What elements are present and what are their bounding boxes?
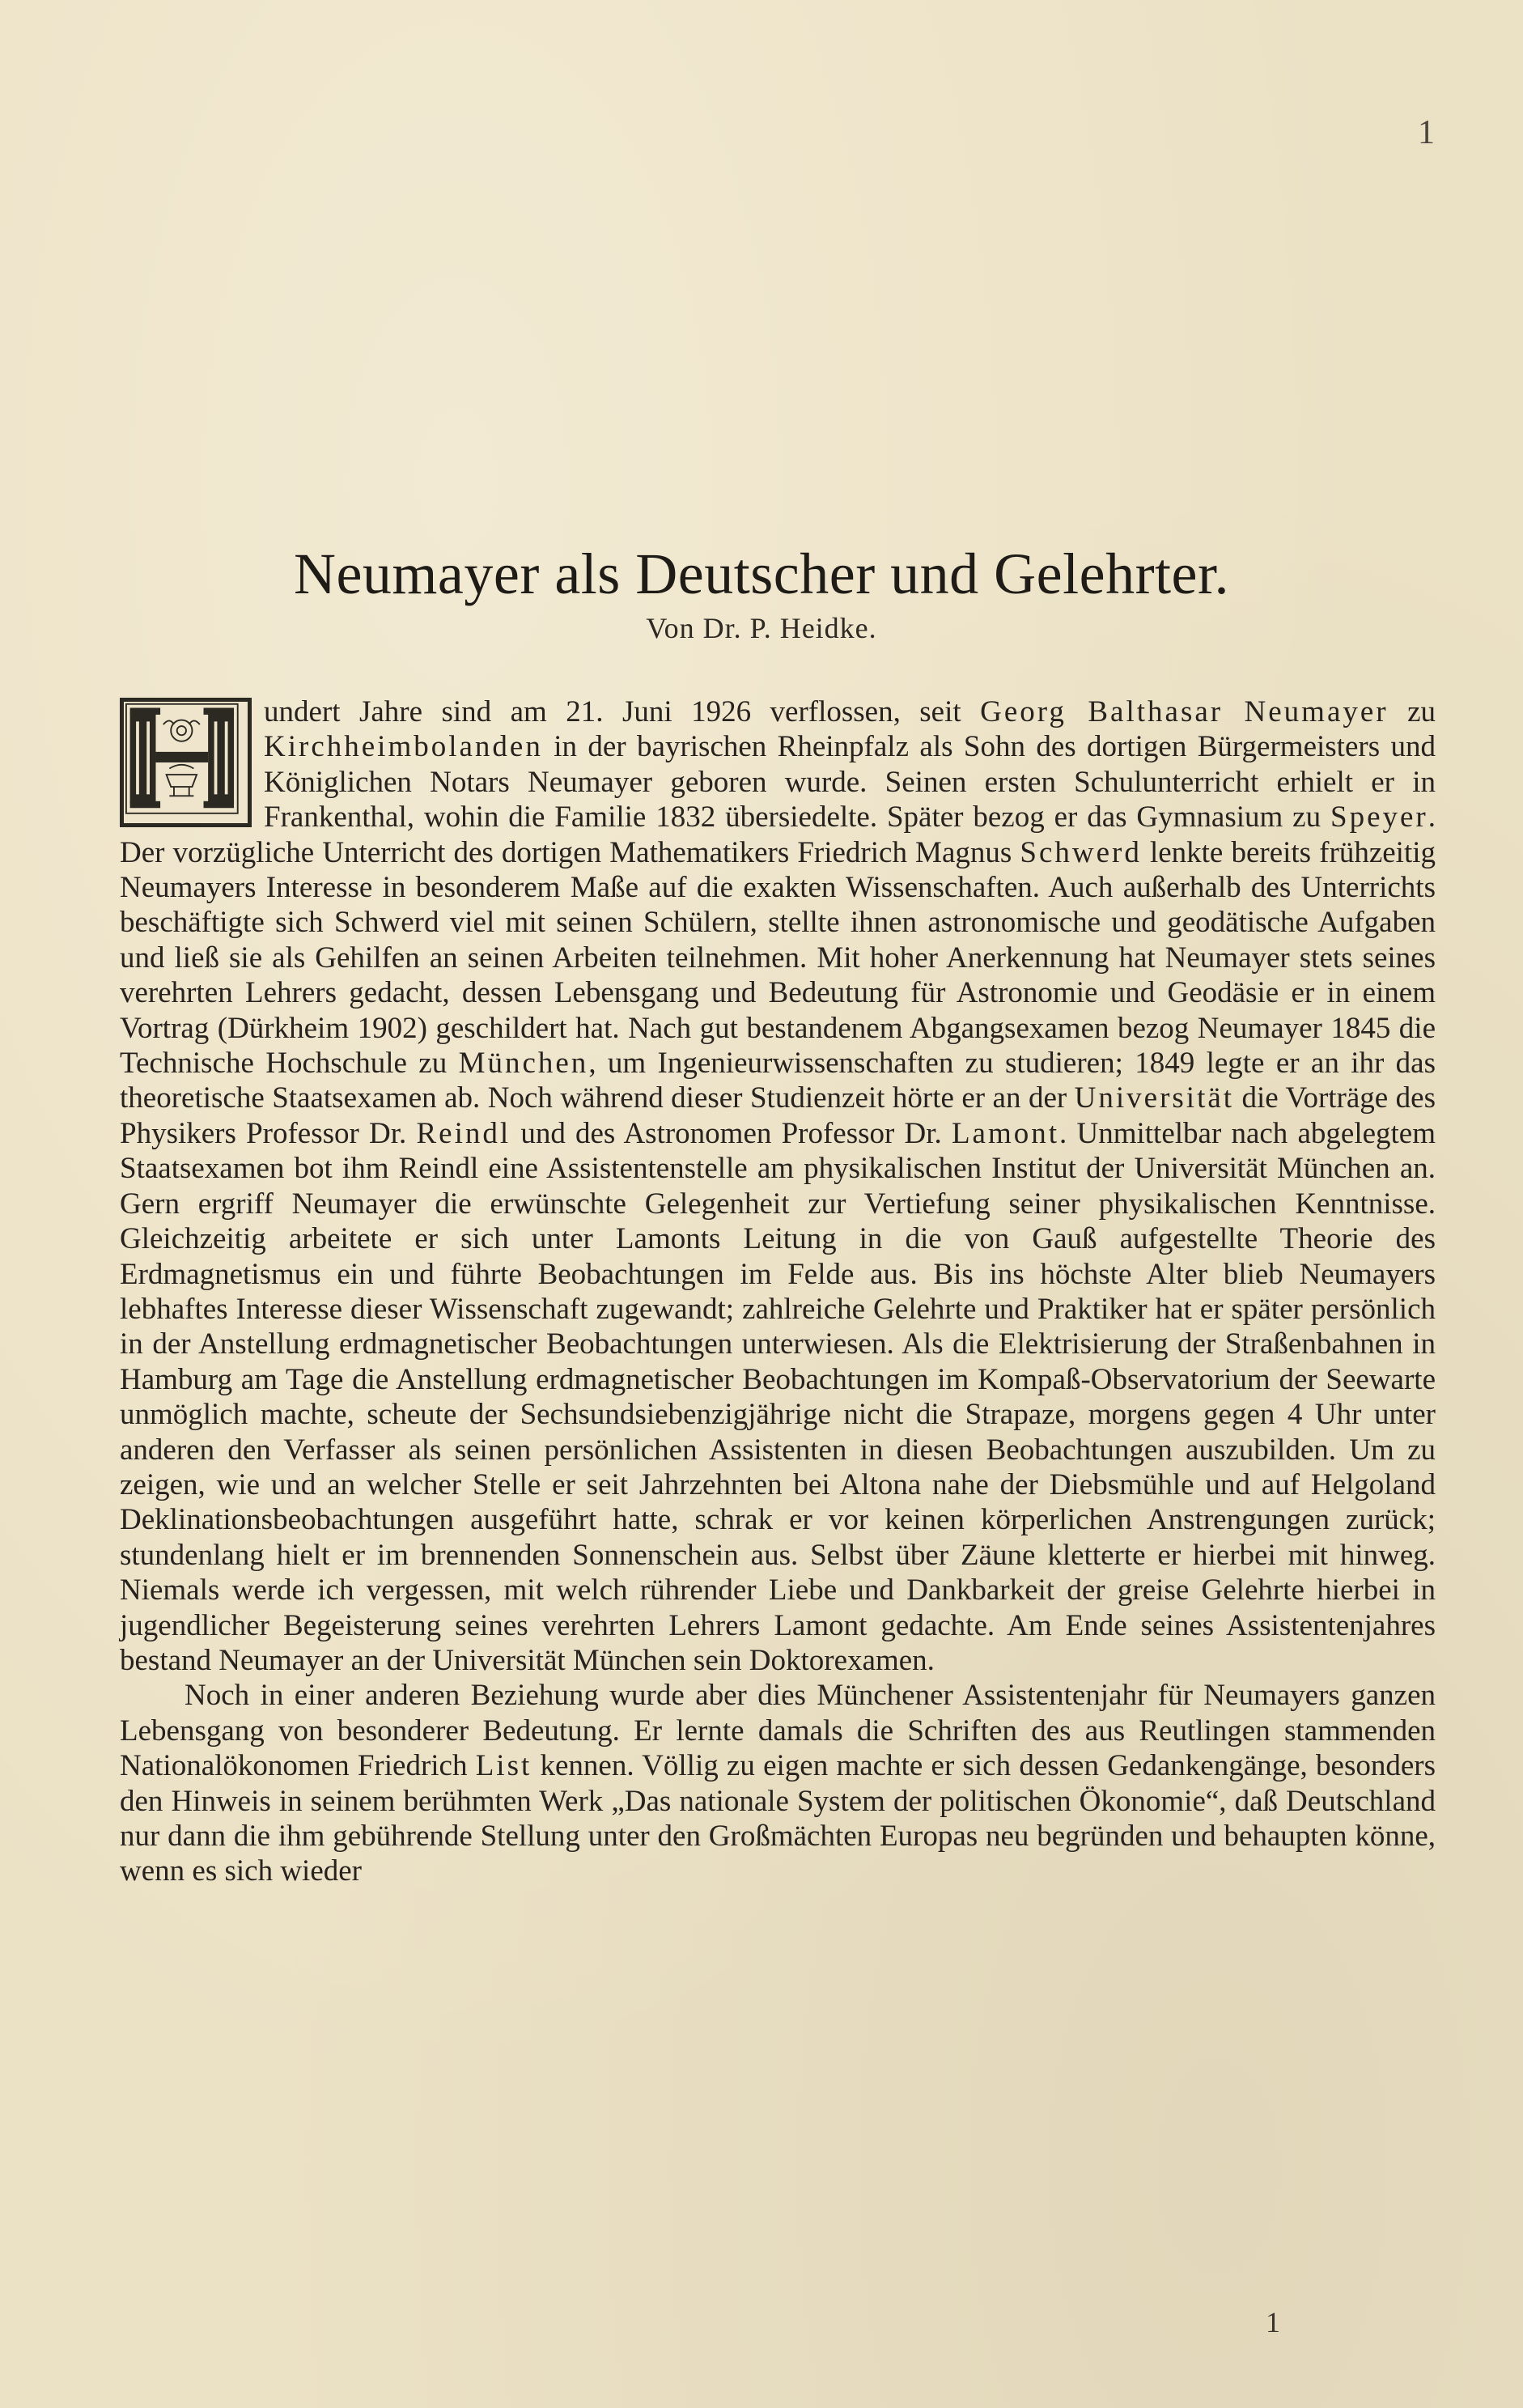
- institution-universitaet: Universität: [1074, 1081, 1235, 1115]
- paragraph-2: [120, 1678, 1436, 1888]
- text-run: und des Astronomen Professor Dr.: [511, 1116, 952, 1150]
- text-run: . Unmittelbar nach abgelegtem Staatsexamen bot ihm Reindl eine Assistentenstelle am physikalischen Institut der Universität München an. Gern ergriff Neumayer die erwünschte Gelegenheit zur Vertiefung seiner physikalischen Kenntnisse. Gleichzeitig arbeitete er sich unter Lamonts Leitung in die von Gauß aufgestellte Theorie des Erdmagnetismus ein und führte Beobachtungen im Felde aus. Bis ins höchste Alter blieb Neumayers lebhaftes Interesse dieser Wissenschaft zugewandt; zahlreiche Gelehrte und Praktiker hat er später persönlich in der Anstellung erdmagnetischer Beobachtungen unterwiesen. Als die Elektrisierung der Straßenbahnen in Hamburg am Tage die Anstellung erdmagnetischer Beobachtungen im Kompaß-Observatorium der Seewarte unmöglich machte, scheute der Sechsundsiebenzigjährige nicht die Strapaze, morgens gegen 4 Uhr unter anderen den Verfasser als seinen persönlichen Assistenten in diesen Beobachtungen auszubilden. Um zu zeigen, wie und an welcher Stelle er seit Jahrzehnten bei Altona nahe der Diebsmühle und auf Helgoland Deklinationsbeobachtungen ausgeführt hatte, schrak er vor keinen körperlichen Anstrengungen zurück; stundenlang hielt er im brennenden Sonnenschein aus. Selbst über Zäune kletterte er hierbei mit hinweg. Niemals werde ich vergessen, mit welch rührender Liebe und Dankbarkeit der greise Gelehrte hierbei in jugendlicher Begeisterung seines verehrten Lehrers Lamont gedachte. Am Ende seines Assistentenjahres bestand Neumayer an der Universität München sein Doktorexamen.: [120, 1116, 1436, 1677]
- article-title: Neumayer als Deutscher und Gelehrter.: [293, 541, 1230, 606]
- text-run: , um Ingenieurwissenschaften zu studieren; 1849 legte er an ihr das theoretische Staatsexamen ab. Noch während dieser Studienzeit hörte er an der: [120, 1047, 1436, 1115]
- person-name-reindl: Reindl: [416, 1116, 511, 1150]
- place-name-kirchheimbolanden: Kirchheimbolanden: [264, 730, 543, 764]
- person-name-neumayer: Georg Balthasar Neumayer: [980, 695, 1389, 728]
- paragraph-1: [120, 694, 1436, 1678]
- text-run: zu: [1388, 695, 1436, 728]
- article-byline: Von Dr. P. Heidke.: [646, 612, 877, 644]
- person-name-schwerd: Schwerd: [1020, 835, 1142, 869]
- place-name-muenchen: München: [458, 1047, 589, 1081]
- text-run: kennen. Völlig zu eigen machte er sich dessen Gedankengänge, besonders den Hinweis in seinem berühmten Werk „Das nationale System der politischen Ökonomie“, daß Deutschland nur dann die ihm gebührende Stellung unter den Großmächten Europas neu begründen und behaupten könne, wenn es sich wieder: [120, 1749, 1436, 1888]
- text-run: Noch in einer anderen Beziehung wurde aber dies Münchener Assistentenjahr für Neumayers ganzen Lebensgang von besonderer Bedeutung. Er lernte damals die Schriften des aus Reutlingen stammenden Nationalökonomen Friedrich: [120, 1679, 1436, 1783]
- text-run: undert Jahre sind am 21. Juni 1926 verflossen, seit: [264, 695, 981, 728]
- text-run: die Vorträge des Physikers Professor Dr.: [120, 1081, 1436, 1150]
- place-name-speyer: Speyer: [1330, 801, 1428, 835]
- article-body: [120, 694, 1436, 1889]
- person-name-list: List: [475, 1749, 532, 1783]
- text-run: lenkte bereits frühzeitig Neumayers Interesse in besonderem Maße auf die exakten Wissenschaften. Auch außerhalb des Unterrichts beschäftigte sich Schwerd viel mit seinen Schülern, stellte ihnen astronomische und geodätische Aufgaben und ließ sie als Gehilfen an seinen Arbeiten teilnehmen. Mit hoher Anerkennung hat Neumayer stets seines verehrten Lehrers gedacht, dessen Lebensgang und Bedeutung für Astronomie und Geodäsie er in einem Vortrag (Dürkheim 1902) geschildert hat. Nach gut bestandenem Abgangsexamen bezog Neumayer 1845 die Technische Hochschule zu: [120, 835, 1436, 1081]
- page-number-top: 1: [1418, 114, 1435, 151]
- text-run: in der bayrischen Rheinpfalz als Sohn des dortigen Bürgermeisters und Königlichen Notars Neumayer geboren wurde. Seinen ersten Schulunterricht erhielt er in Frankenthal, wohin die Familie 1832 übersiedelte. Später bezog er das Gymnasium zu: [264, 730, 1436, 835]
- text-run: . Der vorzügliche Unterricht des dortigen Mathematikers Friedrich Magnus: [120, 801, 1436, 869]
- person-name-lamont: Lamont: [951, 1116, 1060, 1150]
- initial-spacer: [120, 694, 264, 834]
- page-number-bottom: 1: [1266, 2306, 1280, 2338]
